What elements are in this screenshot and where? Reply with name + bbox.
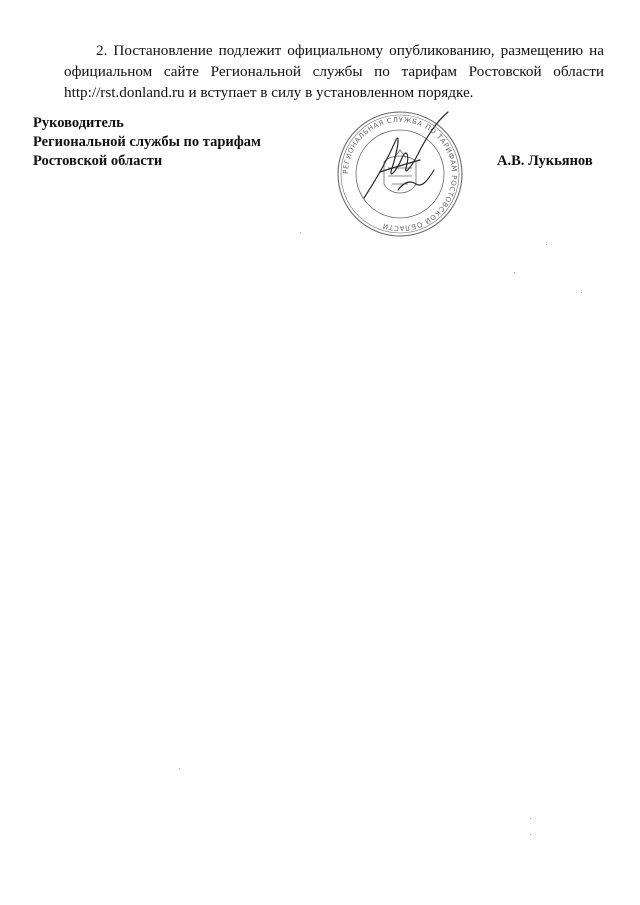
signer-position-line-3: Ростовской области [33,153,163,169]
scan-speck [530,834,531,835]
signer-position-line-1: Руководитель [33,115,124,131]
seal-rings [338,112,462,236]
scan-speck [179,768,180,769]
scan-speck [581,292,582,293]
seal-ring-text [342,116,458,232]
official-seal-stamp [336,110,464,238]
seal-ring-textpath: РЕГИОНАЛЬНАЯ СЛУЖБА ПО ТАРИФАМ РОСТОВСКОЙ ОБЛАСТИ [341,115,459,233]
signer-position [33,114,261,171]
scan-speck [300,232,301,233]
signer-position-line-2: Региональной службы по тарифам [33,134,261,150]
decree-paragraph: 2. Постановление подлежит официальному опубликованию, размещению на официальном сайте Региональной службы по тарифам Ростовской области http://rst.donland.ru и вступает в силу в установленном порядке. [64,42,604,101]
scan-speck [530,818,531,819]
scan-speck [546,244,547,245]
signer-name: А.В. Лукьянов [497,153,593,169]
scan-speck [514,272,515,273]
